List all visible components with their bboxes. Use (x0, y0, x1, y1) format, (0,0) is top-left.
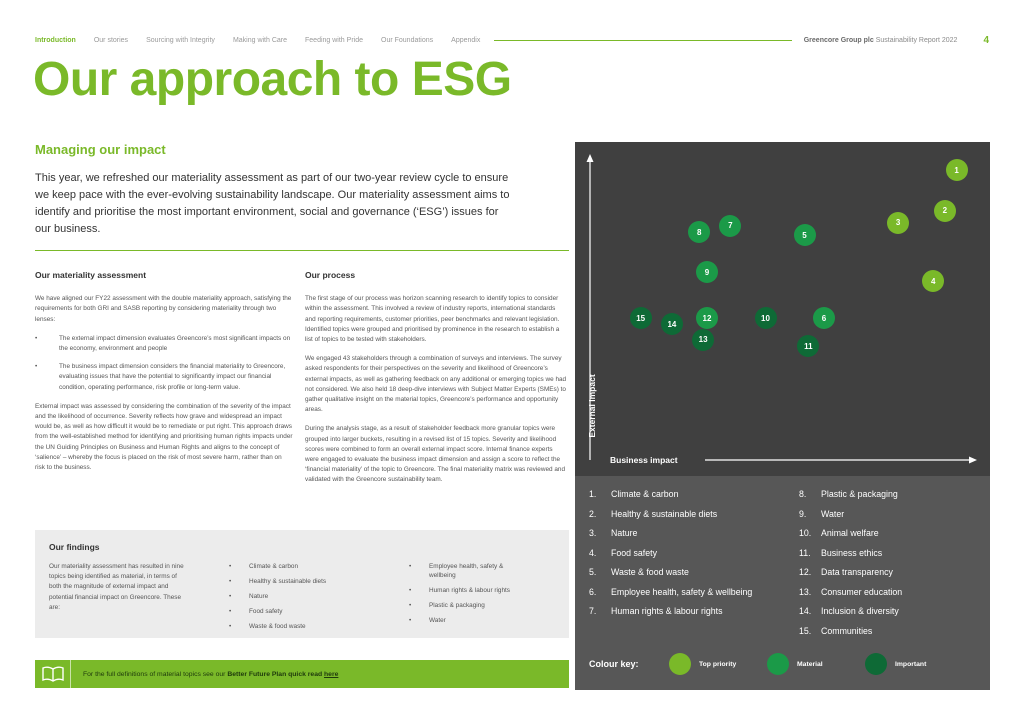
findings-box (35, 530, 569, 638)
matrix-point-11: 11 (797, 335, 819, 357)
tab-introduction[interactable]: Introduction (35, 36, 76, 44)
list-item (589, 527, 789, 539)
item-label: Climate & carbon (611, 489, 679, 499)
list-item (799, 527, 979, 539)
report-title (804, 37, 958, 44)
top-priority-swatch (669, 653, 691, 675)
matrix-point-3: 3 (887, 212, 909, 234)
list-item (799, 625, 979, 637)
matrix-point-2: 2 (934, 200, 956, 222)
page-number: 4 (983, 34, 989, 46)
item-number: 4. (589, 547, 597, 558)
report-name: Sustainability Report 2022 (873, 36, 958, 44)
item-number: 8. (799, 489, 807, 499)
materiality-lenses-list (35, 334, 293, 393)
item-number: 11. (799, 547, 811, 558)
matrix-point-14: 14 (661, 313, 683, 335)
item-label: Plastic & packaging (821, 489, 898, 499)
page-title: Our approach to ESG (33, 53, 512, 106)
list-item: • Waste & food waste (229, 622, 379, 631)
process-paragraph-3: During the analysis stage, as a result of stakeholder feedback more granular topics were grouped into larger buckets, resulting in a revised list of 15 topics. Severity and likelihood scores were combined to form an overall external impact score. Internal finance experts were engaged to evaluate the business impact dimension and assign a score to reflect the ‘financial materiality’ of the topic to Greencore. The final materiality matrix was reviewed and validated with the Greencore sustainability team. (305, 425, 565, 484)
materiality-assessment-section (35, 270, 293, 482)
company-name: Greencore Group plc (803, 36, 874, 44)
item-label: Employee health, safety & wellbeing (611, 586, 753, 597)
list-item (589, 547, 789, 559)
materiality-matrix (575, 142, 990, 476)
item-number: 9. (799, 508, 807, 519)
item-number: 6. (589, 586, 597, 597)
list-item: • Human rights & labour rights (409, 586, 529, 595)
material-swatch (767, 653, 789, 675)
item-number: 12. (799, 567, 812, 577)
matrix-point-10: 10 (755, 307, 777, 329)
top-navigation (35, 33, 989, 47)
x-axis-label: Business impact (610, 455, 678, 465)
matrix-point-8: 8 (688, 221, 710, 243)
matrix-point-6: 6 (813, 307, 835, 329)
materiality-assessment-heading: Our materiality assessment (35, 270, 147, 280)
list-item (799, 488, 979, 500)
item-number: 15. (799, 625, 812, 636)
banner-text (83, 671, 338, 678)
item-number: 13. (799, 586, 812, 597)
list-item: • Plastic & packaging (409, 601, 529, 610)
item-number: 5. (589, 567, 597, 577)
item-label: Inclusion & diversity (821, 606, 899, 616)
process-paragraph-2: We engaged 43 stakeholders through a combination of surveys and interviews. The survey asked respondents for their perspectives on the severity and likelihood of Greencore’s external impacts, as well as gathering feedback on any additional or emerging topics we had not considered. We also held 18 deep-dive interviews with Subject Matter Experts (SMEs) to gather qualitative insight on the material topics, Greencore’s performance and opportunity areas. (305, 355, 567, 414)
matrix-point-5: 5 (794, 224, 816, 246)
list-item: • The business impact dimension considers the financial materiality to Greencore, evaluating issues that have the potential to significantly impact our financial condition, operating performance, risk profile or long-term value. (35, 362, 293, 393)
colour-key-title: Colour key: (589, 659, 639, 669)
item-label: Animal welfare (821, 528, 879, 538)
colour-key-top-priority (669, 653, 743, 675)
list-item (589, 605, 789, 617)
tab-sourcing-with-integrity[interactable]: Sourcing with Integrity (146, 36, 215, 44)
matrix-point-15: 15 (630, 307, 652, 329)
item-label: Data transparency (821, 567, 893, 577)
list-item (589, 586, 789, 598)
item-label: Communities (821, 625, 873, 636)
external-impact-paragraph: External impact was assessed by considering the combination of the severity of the impact and the likelihood of occurrence. Severity reflects how grave and widespread an impact would be, as well as how difficult it would be to remediate or put right. This approach draws from the well-established method for identifying and prioritising human rights impacts under the UN Guiding Principles on Business and Human Rights and aligns to the concept of ‘salience’ – whereby the focus is placed on the risk of most severe harm, rather than on risk to the business. (35, 402, 293, 472)
list-item: • Food safety (229, 607, 379, 616)
y-axis-label: External impact (587, 374, 597, 438)
tab-our-foundations[interactable]: Our Foundations (381, 36, 434, 44)
list-item (799, 508, 979, 520)
list-item (589, 508, 789, 520)
colour-key-material (767, 653, 841, 675)
banner-prefix: For the full definitions of material topics see our (83, 670, 228, 678)
item-number: 1. (589, 489, 597, 499)
colour-key-label: Important (895, 660, 927, 668)
matrix-point-12: 12 (696, 307, 718, 329)
item-number: 2. (589, 508, 597, 519)
important-swatch (865, 653, 887, 675)
y-axis-arrow (587, 154, 594, 162)
matrix-point-1: 1 (946, 159, 968, 181)
colour-key (589, 652, 979, 676)
item-label: Food safety (611, 547, 657, 558)
section-tabs (35, 37, 480, 44)
item-label: Water (821, 508, 845, 519)
findings-text: Our materiality assessment has resulted in nine topics being identified as material, in terms of both the magnitude of external impact and potential financial impact on Greencore. These are: (49, 563, 184, 611)
matrix-point-9: 9 (696, 261, 718, 283)
list-item (799, 605, 979, 617)
quick-read-link[interactable]: here (324, 670, 339, 678)
nav-divider (494, 40, 791, 41)
item-label: Business ethics (821, 547, 883, 558)
tab-appendix[interactable]: Appendix (451, 36, 481, 44)
process-section (305, 270, 567, 495)
item-label: Nature (611, 528, 638, 538)
list-item (799, 586, 979, 598)
section-divider (35, 250, 569, 251)
matrix-point-4: 4 (922, 270, 944, 292)
matrix-point-13: 13 (692, 329, 714, 351)
banner-bold: Better Future Plan quick read (227, 670, 323, 678)
item-label: Waste & food waste (611, 567, 689, 577)
tab-feeding-with-pride[interactable]: Feeding with Pride (305, 36, 363, 44)
book-icon (35, 660, 71, 688)
list-item (589, 566, 789, 578)
x-axis-arrow (969, 457, 977, 464)
colour-key-label: Top priority (699, 660, 737, 668)
materiality-assessment-intro: We have aligned our FY22 assessment with the double materiality approach, satisfying the requirements for both GRI and SASB reporting by considering materiality through two lenses: (35, 295, 292, 323)
list-item: • Healthy & sustainable diets (229, 577, 379, 586)
intro-paragraph: This year, we refreshed our materiality assessment as part of our two-year review cycle to ensure we keep pace with the ever-evolving sustainability landscape. Our materiality assessment aims to identify and prioritise the most important environment, social and governance (‘ESG’) issues for our business. (35, 172, 510, 235)
colour-key-important (865, 653, 939, 675)
process-heading: Our process (305, 270, 356, 280)
list-item: • Water (409, 616, 529, 625)
item-number: 10. (799, 528, 812, 538)
colour-key-label: Material (797, 660, 823, 668)
list-item (799, 547, 979, 559)
item-number: 7. (589, 606, 597, 616)
list-item: • The external impact dimension evaluates Greencore’s most significant impacts on the economy, environment and people (35, 334, 293, 354)
findings-list-1 (229, 562, 379, 637)
tab-our-stories[interactable]: Our stories (93, 36, 129, 44)
item-label: Healthy & sustainable diets (611, 508, 718, 519)
item-label: Human rights & labour rights (611, 606, 723, 616)
item-label: Consumer education (821, 586, 903, 597)
topics-list-1 (589, 488, 789, 625)
quick-read-banner (35, 660, 569, 688)
process-paragraph-1: The first stage of our process was horizon scanning research to identify topics to consider within the assessment. This involved a review of industry reports, international standards and reporting requirements, customer priorities, peer benchmarks and relevant legislation. Identified topics were grouped and prioritised by prominence in the research to establish a list of topics to be tested with stakeholders. (305, 295, 560, 344)
item-number: 14. (799, 606, 812, 616)
tab-making-with-care[interactable]: Making with Care (232, 36, 288, 44)
list-item (589, 488, 789, 500)
item-number: 3. (589, 528, 597, 538)
list-item: • Nature (229, 592, 379, 601)
topics-key-panel (575, 476, 990, 690)
list-item: • Employee health, safety & wellbeing (409, 562, 529, 580)
matrix-point-7: 7 (719, 215, 741, 237)
list-item (799, 566, 979, 578)
list-item: • Climate & carbon (229, 562, 379, 571)
section-heading-managing-impact: Managing our impact (35, 142, 166, 157)
topics-list-2 (799, 488, 979, 644)
findings-heading: Our findings (49, 542, 100, 552)
findings-list-2 (409, 562, 529, 631)
